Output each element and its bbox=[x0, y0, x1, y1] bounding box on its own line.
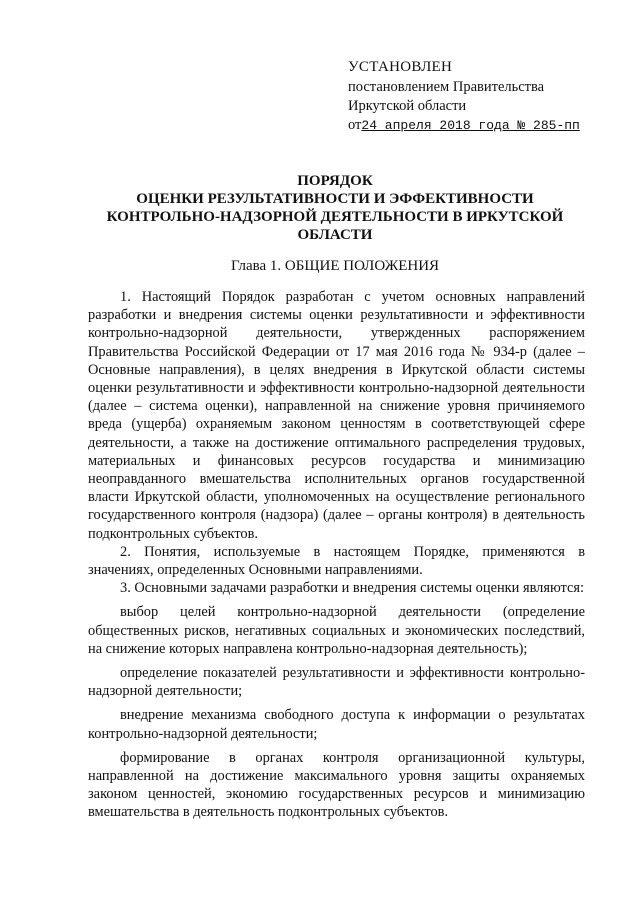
paragraph-3-item-2: определение показателей результативности и эффективности контрольно-надзорной деятельности; bbox=[88, 665, 585, 700]
paragraph-1: 1. Настоящий Порядок разработан с учетом основных направлений разработки и внедрения системы оценки результативности и эффективности контрольно-надзорной деятельности, утвержденных распоряжением Правительства Российской Федерации от 17 мая 2016 года № 934-р (далее – Основные направления), в целях внедрения в Иркутской области системы оценки результативности и эффективности контрольно-надзорной деятельности (далее – система оценки), направленной на снижение уровня причиняемого вреда (ущерба) охраняемым законом ценностям в соответствующей сфере деятельности, а также на достижение оптимального распределения трудовых, материальных и финансовых ресурсов государства и минимизацию неоправданного вмешательства исполнительных органов государственной власти Иркутской области, уполномоченных на осуществление регионального государственного контроля (надзора) (далее – органы контроля) в деятельность подконтрольных субъектов. bbox=[88, 289, 585, 542]
approval-date bbox=[348, 116, 608, 135]
approval-date-prefix: от bbox=[348, 117, 362, 133]
paragraph-3-item-1: выбор целей контрольно-надзорной деятельности (определение общественных рисков, негативных социальных и экономических последствий, на снижение которых направлена контрольно-надзорная деятельность); bbox=[88, 604, 585, 657]
approval-line-1: постановлением Правительства bbox=[348, 79, 545, 95]
approval-line-2: Иркутской области bbox=[348, 98, 467, 114]
title-line-3: КОНТРОЛЬНО-НАДЗОРНОЙ ДЕЯТЕЛЬНОСТИ В ИРКУТСКОЙ bbox=[106, 209, 564, 225]
approval-date-value: 24 апреля 2018 года № 285-пп bbox=[361, 118, 580, 133]
paragraph-2: 2. Понятия, используемые в настоящем Порядке, применяются в значениях, определенных Основными направлениями. bbox=[88, 543, 585, 579]
paragraph-3: 3. Основными задачами разработки и внедрения системы оценки являются: bbox=[120, 580, 584, 597]
title-line-1: ПОРЯДОК bbox=[297, 173, 373, 189]
document-body bbox=[88, 288, 585, 822]
chapter-heading: Глава 1. ОБЩИЕ ПОЛОЖЕНИЯ bbox=[230, 258, 440, 274]
document-title bbox=[84, 172, 586, 244]
title-line-4: ОБЛАСТИ bbox=[297, 227, 373, 243]
approval-stamp bbox=[348, 58, 608, 135]
paragraph-3-item-4: формирование в органах контроля организационной культуры, направленной на достижение максимального уровня защиты охраняемых законом ценностей, экономию государственных ресурсов и минимизацию вмешательства в деятельность подконтрольных субъектов. bbox=[88, 749, 585, 821]
approval-heading: УСТАНОВЛЕН bbox=[348, 59, 453, 75]
title-line-2: ОЦЕНКИ РЕЗУЛЬТАТИВНОСТИ И ЭФФЕКТИВНОСТИ bbox=[136, 191, 534, 207]
paragraph-3-item-3: внедрение механизма свободного доступа к информации о результатах контрольно-надзорной деятельности; bbox=[88, 707, 585, 742]
